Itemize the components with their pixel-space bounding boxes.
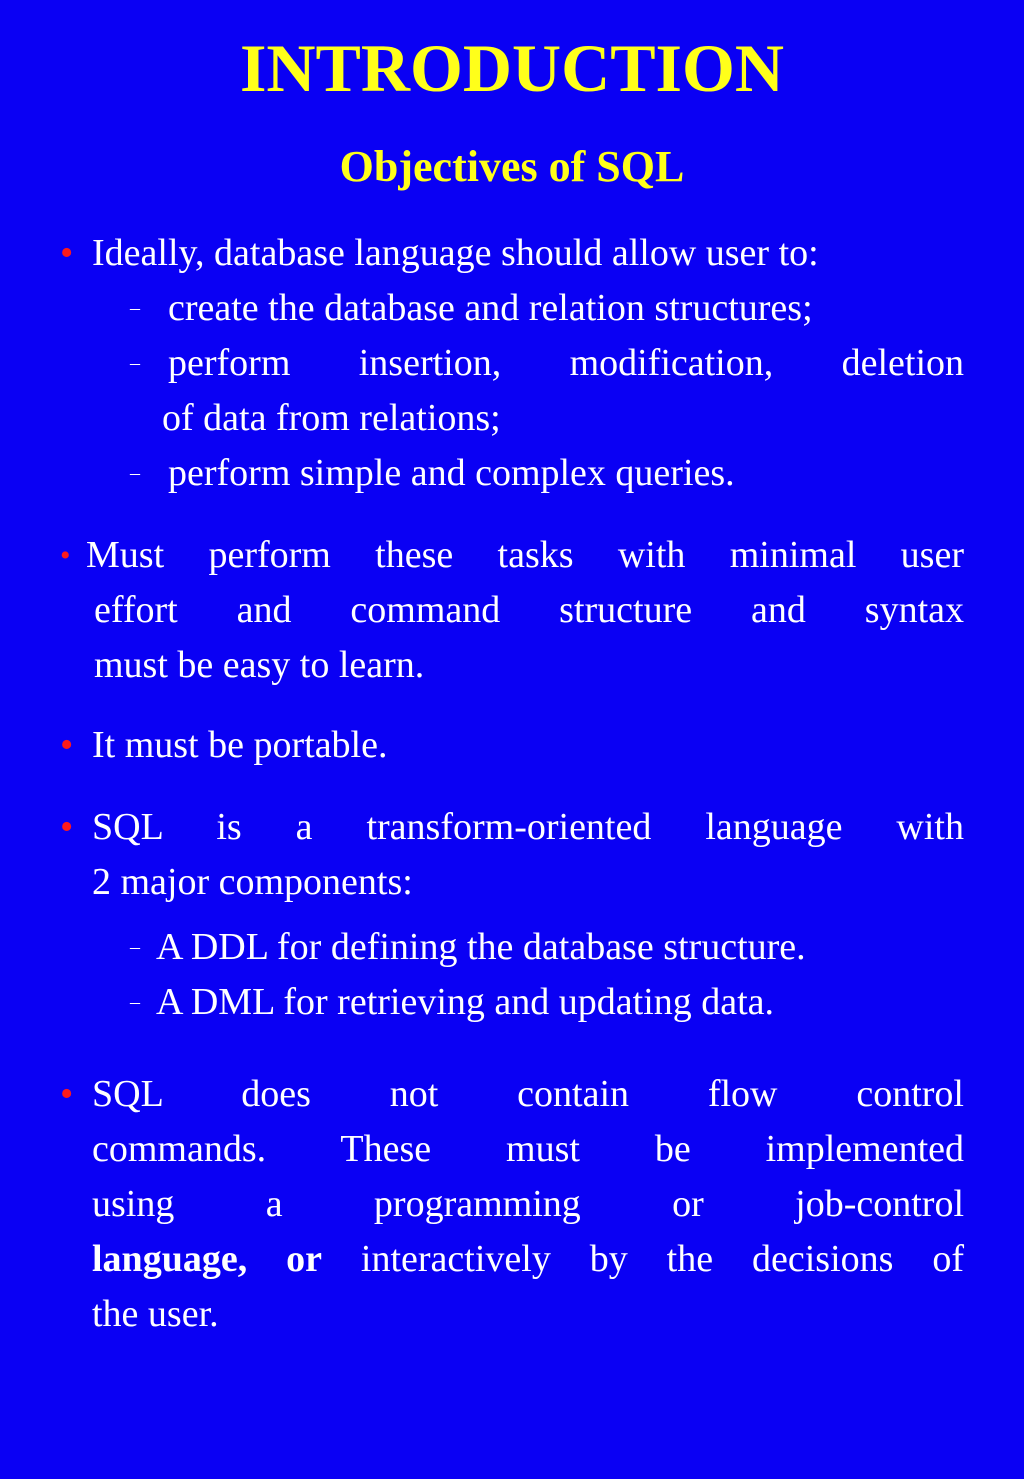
bullet-1: [60, 226, 964, 281]
subitem-text: perform simple and complex queries.: [168, 452, 735, 494]
bullet-dot: •: [60, 1073, 74, 1115]
dash-marker: –: [130, 352, 140, 374]
bullet-1-text: Ideally, database language should allow user to:: [92, 232, 819, 274]
bullet-1-subitem-1: [130, 281, 964, 336]
slide-title: INTRODUCTION: [239, 30, 785, 106]
bullet-3: [60, 718, 964, 773]
bold-phrase: language, or: [92, 1238, 322, 1280]
line-4-rest: interactively by the decisions of: [360, 1238, 964, 1280]
dash-marker: –: [130, 462, 140, 484]
subitem-text: of data from relations;: [162, 397, 501, 439]
bullet-4-text: SQL is a transform-oriented language with 2 major components:: [92, 806, 964, 903]
dash-marker: –: [130, 297, 140, 319]
subitem-text: create the database and relation structures;: [168, 287, 813, 329]
bullet-3-text: It must be portable.: [92, 724, 388, 766]
dash-marker: –: [130, 991, 140, 1013]
bullet-dot: •: [60, 806, 74, 848]
bullet-5: [60, 1067, 964, 1342]
subitem-text: A DDL for defining the database structure.: [156, 926, 806, 968]
bullet-2-text: Must perform these tasks with minimal user effort and command structure and syntax must be easy to learn.: [86, 534, 964, 686]
bullet-1-subitem-3: [130, 446, 964, 501]
slide-subtitle: Objectives of SQL: [339, 142, 685, 191]
bullet-2: [60, 528, 964, 693]
bullet-4-subitem-1: [130, 920, 964, 975]
subitem-text: A DML for retrieving and updating data.: [156, 981, 775, 1023]
bullet-1-subitem-2-continued: [130, 391, 964, 446]
bullet-4-subitem-2: [130, 975, 964, 1030]
bullet-5-line-4: [92, 1232, 964, 1287]
subitem-text: perform insertion, modification, deletion: [168, 342, 964, 384]
bullet-dot: •: [60, 724, 74, 766]
bullet-4: [60, 800, 964, 910]
bullet-1-subitem-2: [130, 336, 964, 391]
bullet-5-text: SQL does not contain flow control commands. These must be implemented using a programming or job-control language, or interactively by the decisions of the user.: [92, 1073, 964, 1335]
bullet-dot: •: [60, 539, 71, 572]
bullet-dot: •: [60, 232, 74, 274]
dash-marker: –: [130, 936, 140, 958]
